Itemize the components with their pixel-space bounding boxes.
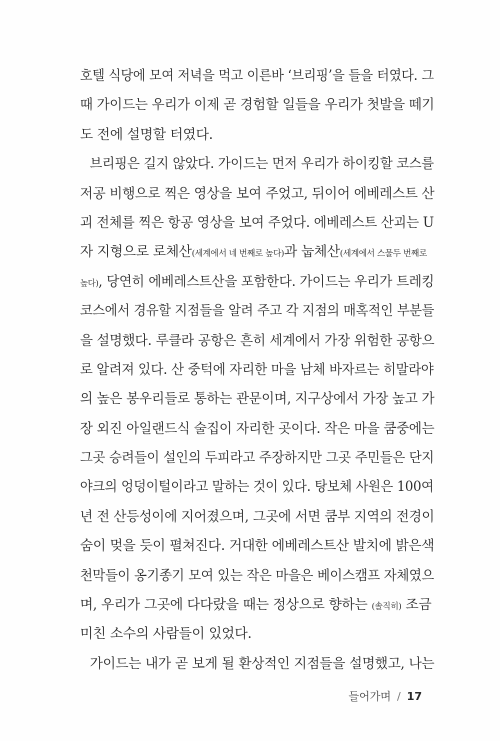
text-segment: 가이드는 내가 곧 보게 될 환상적인 지점들을 설명했고, 나는 (89, 655, 435, 672)
inline-annotation: (솔직히) (371, 602, 402, 613)
text-segment: 천막들이 옹기종기 모여 있는 작은 마을은 베이스캠프 자체였으 (80, 567, 435, 584)
text-line (80, 444, 435, 473)
text-line (80, 91, 435, 120)
text-line (80, 562, 435, 591)
text-segment: 장 외진 아일랜드식 술집이 자리한 곳이다. 작은 마을 쿰중에는 (80, 420, 435, 437)
text-segment: 과 눕체산 (284, 244, 340, 261)
text-line (80, 415, 435, 444)
text-segment: 그곳 승려들이 설인의 두피라고 주장하지만 그곳 주민들은 단지 (80, 450, 435, 467)
inline-annotation: (세계에서 네 번째로 높다) (191, 249, 285, 260)
text-segment: 때 가이드는 우리가 이제 곧 경험할 일들을 우리가 첫발을 떼기 (80, 97, 435, 114)
text-line (80, 180, 435, 209)
page-number: 17 (406, 690, 422, 703)
text-line (80, 591, 434, 620)
running-header-section-title: 들어가며 (348, 690, 391, 703)
text-segment: 자 지형으로 로체산 (80, 244, 192, 261)
text-segment: 을 설명했다. 루클라 공항은 흔히 세계에서 가장 위험한 공항으 (80, 332, 435, 349)
text-line (80, 650, 435, 679)
text-line (80, 121, 434, 150)
text-segment: 도 전에 설명할 터였다. (80, 126, 213, 143)
text-line (80, 503, 435, 532)
text-segment: 며, 우리가 그곳에 다다랐을 때는 정상으로 향하는 (80, 597, 372, 614)
body-text (80, 62, 434, 679)
text-line (80, 532, 435, 561)
text-segment: 미친 소수의 사람들이 있었다. (80, 626, 252, 643)
inline-annotation: 높다) (80, 278, 99, 289)
text-line (80, 150, 434, 179)
text-line (80, 62, 434, 91)
text-segment: 브리핑은 길지 않았다. 가이드는 먼저 우리가 하이킹할 코스를 (89, 156, 434, 173)
text-segment: 로 알려져 있다. 산 중턱에 자리한 마을 남체 바자르는 히말라야 (80, 361, 434, 378)
text-line (80, 209, 434, 238)
text-line (80, 327, 435, 356)
text-segment: 저공 비행으로 찍은 영상을 보여 주었고, 뒤이어 에베레스트 산 (80, 185, 435, 202)
page-footer (348, 688, 422, 704)
text-line (80, 385, 435, 414)
text-segment: 호텔 식당에 모여 저녁을 먹고 이른바 ‘브리핑’을 들을 터였다. 그 (80, 68, 434, 84)
text-segment: 야크의 엉덩이털이라고 말하는 것이 있다. 탕보체 사원은 100여 (80, 479, 434, 496)
text-line (80, 238, 434, 267)
text-line (80, 620, 434, 649)
text-segment: 년 전 산등성이에 지어졌으며, 그곳에 서면 쿰부 지역의 전경이 (80, 508, 435, 525)
footer-separator: / (396, 690, 401, 703)
text-line (80, 356, 434, 385)
text-segment: 의 높은 봉우리들로 통하는 관문이며, 지구상에서 가장 높고 가 (80, 391, 435, 408)
text-line (80, 473, 434, 502)
text-segment: 코스에서 경유할 지점들을 알려 주고 각 지점의 매혹적인 부분들 (80, 303, 435, 320)
text-line (80, 297, 435, 326)
text-line (80, 268, 435, 297)
text-segment: 조금 (401, 597, 432, 614)
text-segment: , 당연히 에베레스트산을 포함한다. 가이드는 우리가 트레킹 (98, 273, 435, 290)
inline-annotation: (세계에서 스물두 번째로 (339, 249, 427, 260)
text-segment: 괴 전체를 찍은 항공 영상을 보여 주었다. 에베레스트 산괴는 U (80, 214, 434, 231)
text-segment: 숨이 멎을 듯이 펼쳐진다. 거대한 에베레스트산 발치에 밝은색 (80, 538, 435, 555)
